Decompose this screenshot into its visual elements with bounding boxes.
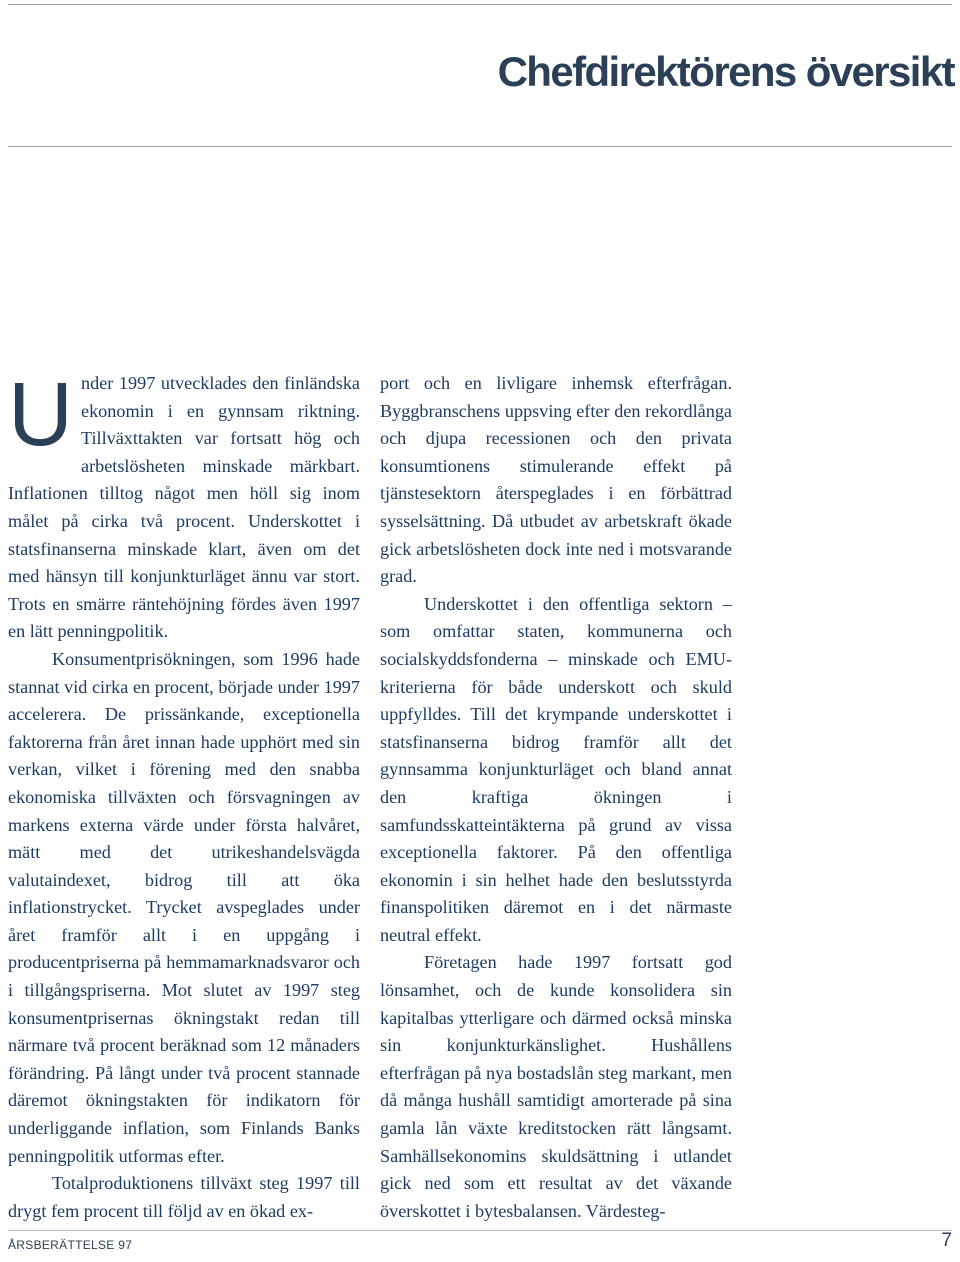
paragraph-intro: [8, 365, 360, 646]
page-number: 7: [941, 1230, 952, 1251]
paragraph-consumer-prices: Konsumentprisökningen, som 1996 hade stannat vid cirka en procent, började under 1997 accelerera. De prissänkande, exceptionella faktorerna från året innan hade upphört med sin verkan, vilket i förening med den snabba ekonomiska tillväxten och försvagningen av markens externa värde under första halvåret, mätt med det utrikeshandelsvägda valutaindexet, bidrog till att öka inflationstrycket. Trycket avspeglades under året framför allt i en uppgång i producentpriserna på hemmamarknadsvaror och i tillgångspriserna. Mot slutet av 1997 steg konsumentprisernas ökningstakt redan till närmare två procent beräknad som 12 månaders förändring. På långt under två procent stannade däremot ökningstakten för indikatorn för underliggande inflation, som Finlands Banks penningpolitik utformas efter.: [8, 648, 360, 1166]
paragraph-intro-text: nder 1997 utvecklades den finländska ekonomin i en gynnsam riktning. Tillväxttakten var fortsatt hög och arbetslösheten minskade märkbart. Inflationen tilltog något men höll sig inom målet på cirka två procent. Underskottet i statsfinanserna minskade klart, även om det med hänsyn till konjunkturläget ännu var stort. Trots en smärre räntehöjning fördes även 1997 en lätt penningpolitik.: [8, 373, 360, 642]
drop-cap: U: [8, 365, 73, 465]
footer-rule: [8, 1230, 952, 1231]
top-rule: [8, 4, 952, 5]
page-title: Chefdirektörens översikt: [497, 48, 954, 95]
paragraph-public-sector: Underskottet i den offentliga sektorn – som omfattar staten, kommunerna och socialskyddsfonderna – minskade och EMU-kriterierna för både underskott och skuld uppfylldes. Till det krympande underskottet i statsfinanserna bidrog framför allt det gynnsamma konjunkturläget och bland annat den kraftiga ökningen i samfundsskatteintäkterna på grund av vissa exceptionella faktorer. På den offentliga ekonomin i sin helhet hade den beslutsstyrda finanspolitiken däremot en i det närmaste neutral effekt.: [380, 593, 732, 945]
paragraph-production-continued: port och en livligare inhemsk efterfrågan. Byggbranschens uppsving efter den rekordlånga och djupa recessionen och den privata konsumtionens stimulerande effekt på tjänstesektorn återspeglades i en förbättrad sysselsättning. Då utbudet av arbetskraft ökade gick arbetslösheten dock inte ned i motsvarande grad.: [380, 373, 732, 587]
right-column: [380, 370, 732, 1225]
paragraph-companies: Företagen hade 1997 fortsatt god lönsamhet, och de kunde konsolidera sin kapitalbas ytterligare och därmed också minska sin konjunkturkänslighet. Hushållens efterfrågan på nya bostadslån steg markant, men då många hushåll samtidigt amorterade på sina gamla lån växte kreditstocken rätt långsamt. Samhällsekonomins skuldsättning i utlandet gick ned som ett resultat av det växande överskottet i bytesbalansen. Värdesteg-: [380, 952, 732, 1221]
footer-label: ÅRSBERÄTTELSE 97: [8, 1238, 133, 1252]
title-divider: [8, 146, 952, 147]
left-column: [8, 365, 360, 1225]
paragraph-production-start: Totalproduktionens tillväxt steg 1997 till drygt fem procent till följd av en ökad ex-: [8, 1173, 360, 1221]
